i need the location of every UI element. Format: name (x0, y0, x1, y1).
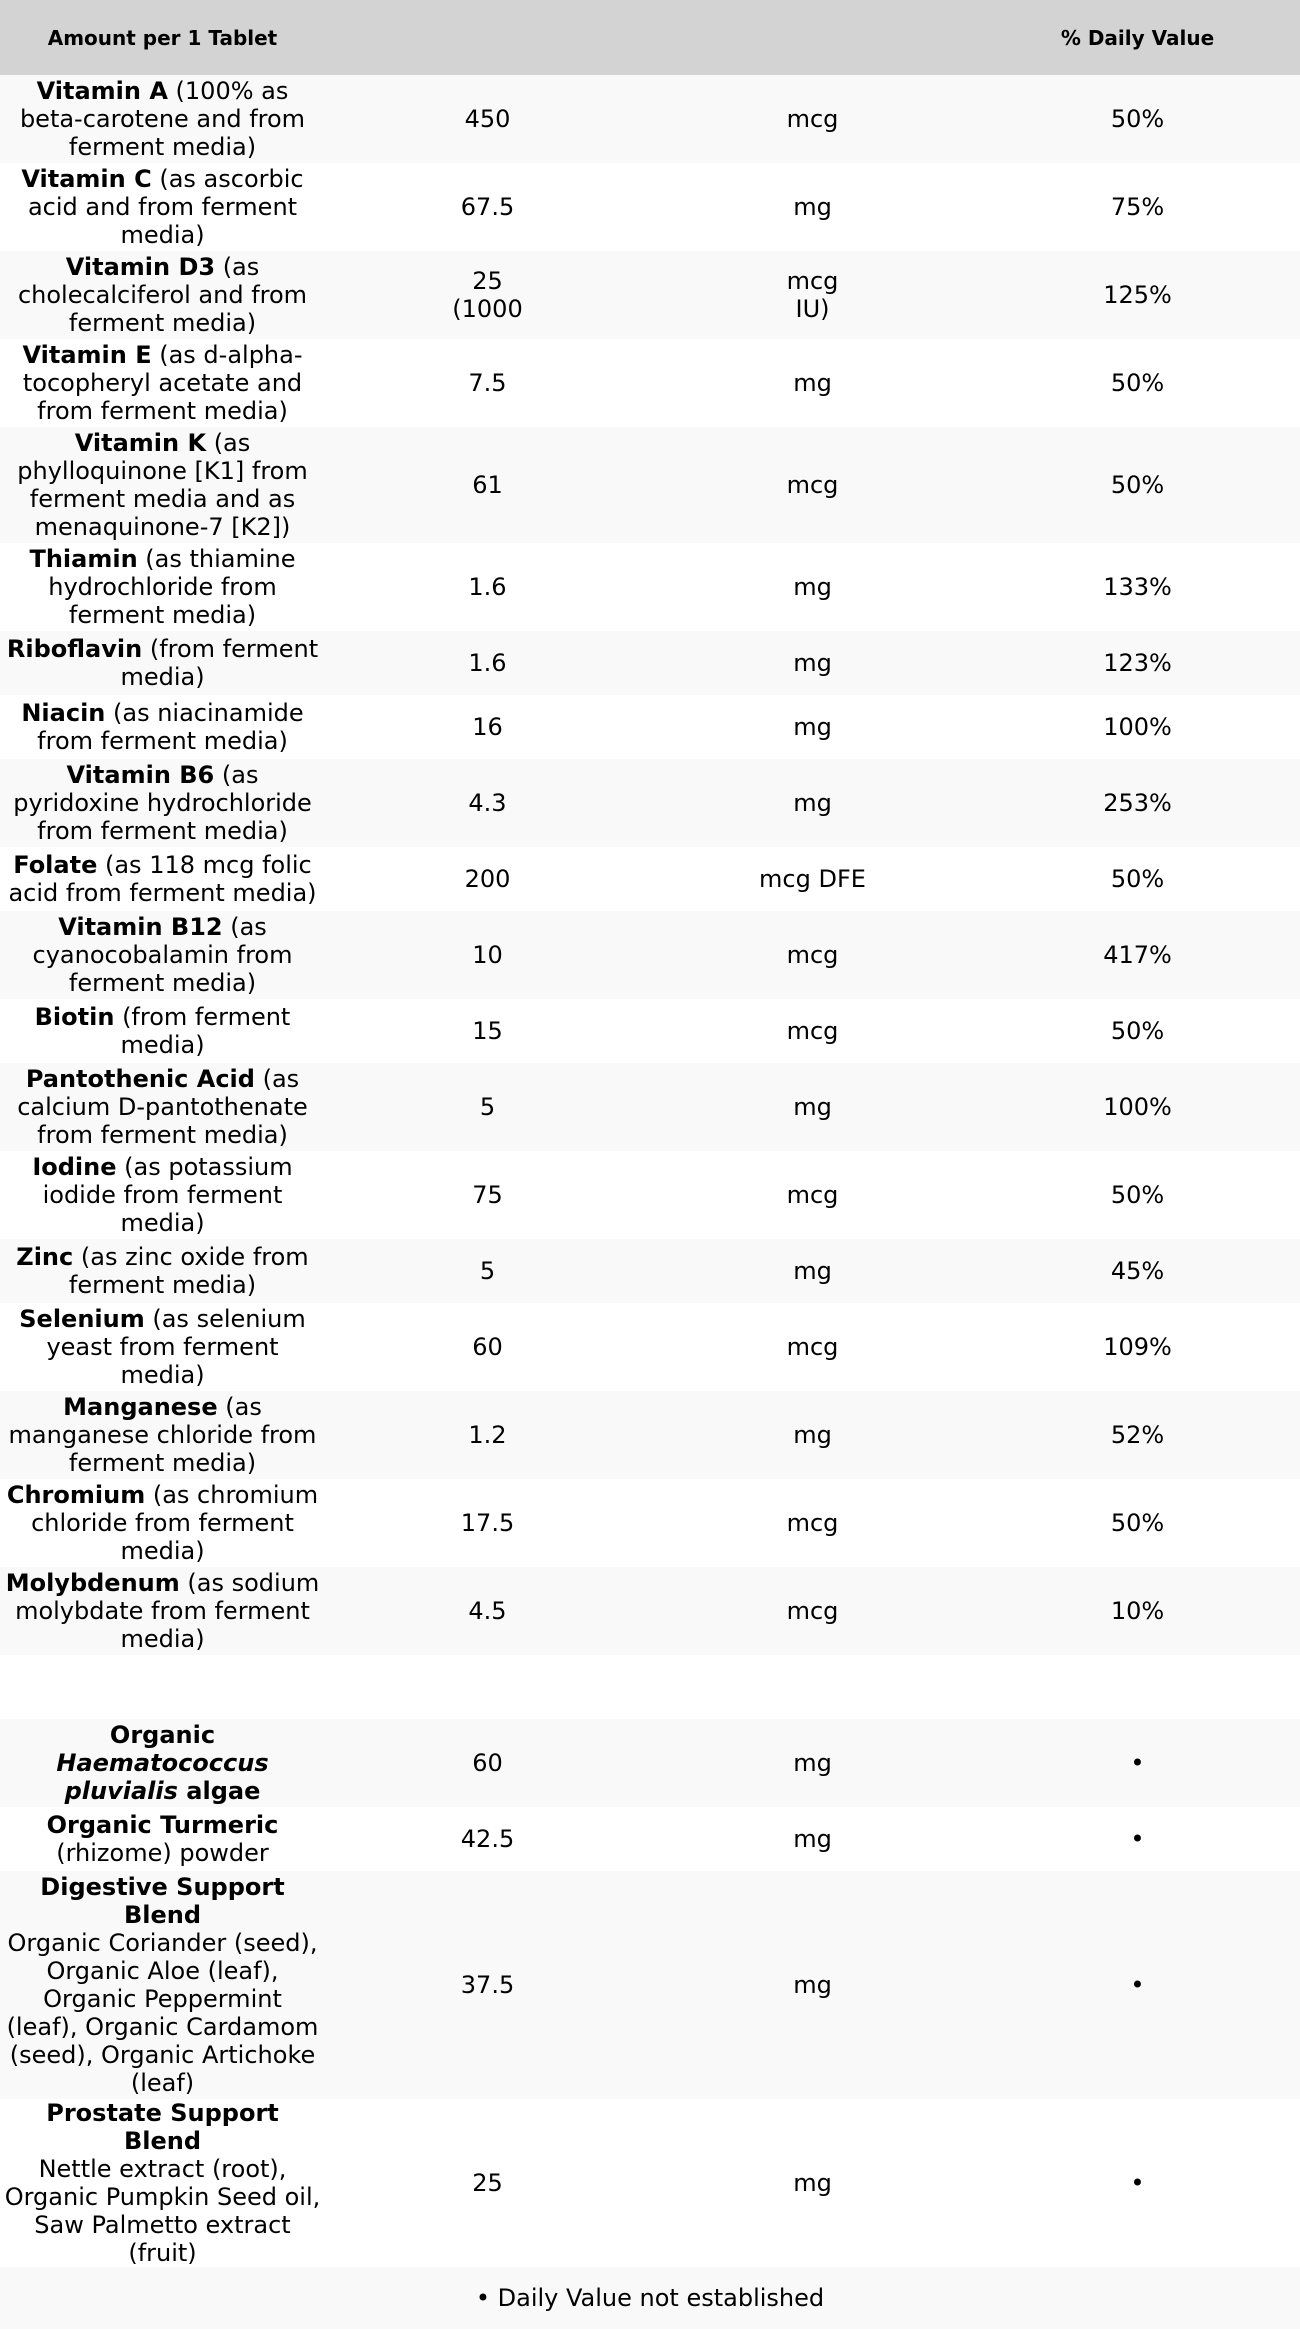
nutrient-daily-value: 417% (975, 911, 1300, 999)
botanical-amount: 37.5 (325, 1871, 650, 2099)
species-name: Haematococcus pluvialis (56, 1749, 269, 1805)
nutrient-unit: mcg (650, 1303, 975, 1391)
nutrient-bold-name: Molybdenum (5, 1569, 180, 1597)
nutrient-bold-name: Selenium (19, 1305, 145, 1333)
nutrient-description: (as phylloquinone [K1] from ferment media and as menaquinone-7 [K2]) (17, 429, 308, 541)
table-row (0, 1807, 1300, 1871)
nutrient-bold-name: Iodine (32, 1153, 117, 1181)
blend-title: Digestive Support Blend (40, 1873, 285, 1929)
botanical-name (0, 2099, 325, 2267)
nutrient-bold-name: Biotin (34, 1003, 115, 1031)
footnote-row (0, 2267, 1300, 2329)
table-row (0, 339, 1300, 427)
nutrient-unit: mcg (650, 75, 975, 163)
table-row (0, 75, 1300, 163)
nutrient-name (0, 427, 325, 543)
nutrient-description: (100% as beta-carotene and from ferment media) (19, 77, 306, 161)
table-row (0, 1871, 1300, 2099)
table-header-row (0, 0, 1300, 75)
table-row (0, 1239, 1300, 1303)
nutrient-description: (as thiamine hydrochloride from ferment media) (48, 545, 296, 629)
table-row (0, 759, 1300, 847)
nutrient-unit: mcg (650, 911, 975, 999)
nutrient-bold-name: Chromium (6, 1481, 146, 1509)
nutrient-daily-value: 52% (975, 1391, 1300, 1479)
nutrient-bold-name: Riboflavin (6, 635, 143, 663)
nutrient-name (0, 759, 325, 847)
blend-title: Prostate Support Blend (46, 2099, 279, 2155)
amount-per-tablet-header: Amount per 1 Tablet (0, 0, 325, 75)
nutrient-unit: mg (650, 163, 975, 251)
nutrient-amount: 4.5 (325, 1567, 650, 1655)
botanical-description: (rhizome) powder (56, 1839, 269, 1867)
nutrient-unit: mcg IU) (650, 251, 975, 339)
botanical-daily-value: • (975, 2099, 1300, 2267)
nutrient-amount: 5 (325, 1239, 650, 1303)
nutrient-daily-value: 109% (975, 1303, 1300, 1391)
nutrient-description: (as cyanocobalamin from ferment media) (32, 913, 293, 997)
nutrient-unit: mg (650, 631, 975, 695)
nutrient-bold-name: Folate (13, 851, 98, 879)
nutrient-amount: 25 (1000 (325, 251, 650, 339)
table-row (0, 1567, 1300, 1655)
nutrient-bold-name: Vitamin B6 (66, 761, 215, 789)
nutrient-name (0, 695, 325, 759)
nutrient-unit: mg (650, 1391, 975, 1479)
table-row (0, 1063, 1300, 1151)
nutrient-bold-name: Vitamin K (74, 429, 207, 457)
nutrient-unit: mg (650, 1239, 975, 1303)
nutrient-name (0, 1151, 325, 1239)
nutrient-daily-value: 45% (975, 1239, 1300, 1303)
nutrient-daily-value: 50% (975, 1479, 1300, 1567)
nutrient-amount: 61 (325, 427, 650, 543)
nutrient-amount: 4.3 (325, 759, 650, 847)
nutrient-description: (from ferment media) (120, 635, 319, 691)
table-row (0, 1303, 1300, 1391)
nutrient-daily-value: 50% (975, 847, 1300, 911)
nutrient-amount: 75 (325, 1151, 650, 1239)
nutrient-bold-name: Manganese (63, 1393, 218, 1421)
blend-ingredients: Nettle extract (root), Organic Pumpkin Seed oil, Saw Palmetto extract (fruit) (4, 2155, 321, 2267)
table-row (0, 2099, 1300, 2267)
botanical-amount: 42.5 (325, 1807, 650, 1871)
nutrient-description: (as sodium molybdate from ferment media) (15, 1569, 320, 1653)
nutrient-name (0, 631, 325, 695)
table-row (0, 427, 1300, 543)
botanical-daily-value: • (975, 1719, 1300, 1807)
nutrient-daily-value: 10% (975, 1567, 1300, 1655)
botanical-bold-name: Organic Haematococcus pluvialis algae (56, 1721, 269, 1805)
table-row (0, 1479, 1300, 1567)
nutrient-name (0, 163, 325, 251)
nutrient-description: (as zinc oxide from ferment media) (68, 1243, 309, 1299)
nutrient-description: (as pyridoxine hydrochloride from ferment media) (13, 761, 312, 845)
nutrient-name (0, 1239, 325, 1303)
nutrient-unit: mg (650, 759, 975, 847)
nutrient-daily-value: 123% (975, 631, 1300, 695)
nutrient-name (0, 999, 325, 1063)
nutrient-description: (as manganese chloride from ferment media) (8, 1393, 317, 1477)
table-row (0, 695, 1300, 759)
table-row (0, 999, 1300, 1063)
botanical-name (0, 1719, 325, 1807)
nutrient-description: (as ascorbic acid and from ferment media) (27, 165, 304, 249)
nutrient-name (0, 75, 325, 163)
nutrient-amount: 15 (325, 999, 650, 1063)
nutrient-amount: 200 (325, 847, 650, 911)
nutrient-amount: 17.5 (325, 1479, 650, 1567)
nutrient-name (0, 911, 325, 999)
nutrient-name (0, 339, 325, 427)
nutrient-description: (as 118 mcg folic acid from ferment media) (8, 851, 317, 907)
nutrient-name (0, 1303, 325, 1391)
nutrient-description: (as chromium chloride from ferment media) (31, 1481, 319, 1565)
nutrient-bold-name: Zinc (16, 1243, 74, 1271)
nutrient-amount: 67.5 (325, 163, 650, 251)
nutrient-name (0, 543, 325, 631)
nutrient-unit: mcg DFE (650, 847, 975, 911)
nutrient-name (0, 1063, 325, 1151)
nutrient-unit: mcg (650, 999, 975, 1063)
daily-value-header: % Daily Value (975, 0, 1300, 75)
botanical-bold-name: Organic Turmeric (46, 1811, 279, 1839)
table-row (0, 631, 1300, 695)
nutrient-daily-value: 133% (975, 543, 1300, 631)
nutrient-description: (as cholecalciferol and from ferment media) (17, 253, 308, 337)
botanical-name (0, 1807, 325, 1871)
nutrient-amount: 16 (325, 695, 650, 759)
nutrient-description: (as potassium iodide from ferment media) (42, 1153, 293, 1237)
botanical-unit: mg (650, 1871, 975, 2099)
nutrient-amount: 10 (325, 911, 650, 999)
nutrient-daily-value: 253% (975, 759, 1300, 847)
nutrient-unit: mcg (650, 1567, 975, 1655)
nutrient-name (0, 1479, 325, 1567)
nutrient-bold-name: Pantothenic Acid (25, 1065, 255, 1093)
nutrient-bold-name: Vitamin A (36, 77, 168, 105)
nutrient-daily-value: 75% (975, 163, 1300, 251)
table-row (0, 251, 1300, 339)
nutrient-unit: mcg (650, 1479, 975, 1567)
nutrient-daily-value: 125% (975, 251, 1300, 339)
nutrient-amount: 1.6 (325, 631, 650, 695)
nutrient-description: (from ferment media) (114, 1003, 291, 1059)
nutrient-amount: 1.6 (325, 543, 650, 631)
nutrient-daily-value: 50% (975, 75, 1300, 163)
nutrient-daily-value: 50% (975, 339, 1300, 427)
botanical-amount: 60 (325, 1719, 650, 1807)
nutrient-amount: 5 (325, 1063, 650, 1151)
table-row (0, 847, 1300, 911)
nutrient-daily-value: 50% (975, 1151, 1300, 1239)
section-spacer (0, 1655, 1300, 1719)
nutrient-description: (as niacinamide from ferment media) (37, 699, 304, 755)
botanical-name (0, 1871, 325, 2099)
table-row (0, 163, 1300, 251)
nutrient-description: (as calcium D-pantothenate from ferment media) (17, 1065, 308, 1149)
table-row (0, 543, 1300, 631)
nutrient-amount: 1.2 (325, 1391, 650, 1479)
nutrient-daily-value: 100% (975, 695, 1300, 759)
daily-value-footnote: • Daily Value not established (0, 2267, 1300, 2329)
botanical-unit: mg (650, 2099, 975, 2267)
nutrient-name (0, 1391, 325, 1479)
nutrient-amount: 60 (325, 1303, 650, 1391)
blend-ingredients: Organic Coriander (seed), Organic Aloe (leaf), Organic Peppermint (leaf), Organic Cardamom (seed), Organic Artichoke (leaf) (6, 1929, 319, 2097)
amount-column-header (325, 0, 650, 75)
table-row (0, 1391, 1300, 1479)
botanical-daily-value: • (975, 1807, 1300, 1871)
nutrient-unit: mg (650, 543, 975, 631)
nutrient-name (0, 847, 325, 911)
nutrient-table-body (0, 75, 1300, 2329)
nutrient-daily-value: 100% (975, 1063, 1300, 1151)
table-row (0, 1719, 1300, 1807)
nutrient-bold-name: Vitamin D3 (65, 253, 216, 281)
nutrient-daily-value: 50% (975, 427, 1300, 543)
nutrient-amount: 7.5 (325, 339, 650, 427)
nutrient-bold-name: Vitamin E (22, 341, 152, 369)
table-row (0, 1151, 1300, 1239)
nutrient-daily-value: 50% (975, 999, 1300, 1063)
botanical-unit: mg (650, 1719, 975, 1807)
nutrient-name (0, 251, 325, 339)
table-row (0, 911, 1300, 999)
nutrient-description: (as selenium yeast from ferment media) (46, 1305, 306, 1389)
nutrient-unit: mcg (650, 1151, 975, 1239)
nutrient-amount: 450 (325, 75, 650, 163)
nutrient-unit: mg (650, 695, 975, 759)
nutrient-bold-name: Vitamin C (21, 165, 152, 193)
botanical-daily-value: • (975, 1871, 1300, 2099)
nutrient-bold-name: Niacin (21, 699, 106, 727)
nutrient-description: (as d-alpha-tocopheryl acetate and from ferment media) (22, 341, 303, 425)
nutrient-unit: mg (650, 339, 975, 427)
botanical-amount: 25 (325, 2099, 650, 2267)
nutrient-unit: mcg (650, 427, 975, 543)
nutrient-bold-name: Vitamin B12 (58, 913, 223, 941)
nutrient-name (0, 1567, 325, 1655)
unit-column-header (650, 0, 975, 75)
nutrient-unit: mg (650, 1063, 975, 1151)
botanical-unit: mg (650, 1807, 975, 1871)
nutrient-bold-name: Thiamin (29, 545, 138, 573)
